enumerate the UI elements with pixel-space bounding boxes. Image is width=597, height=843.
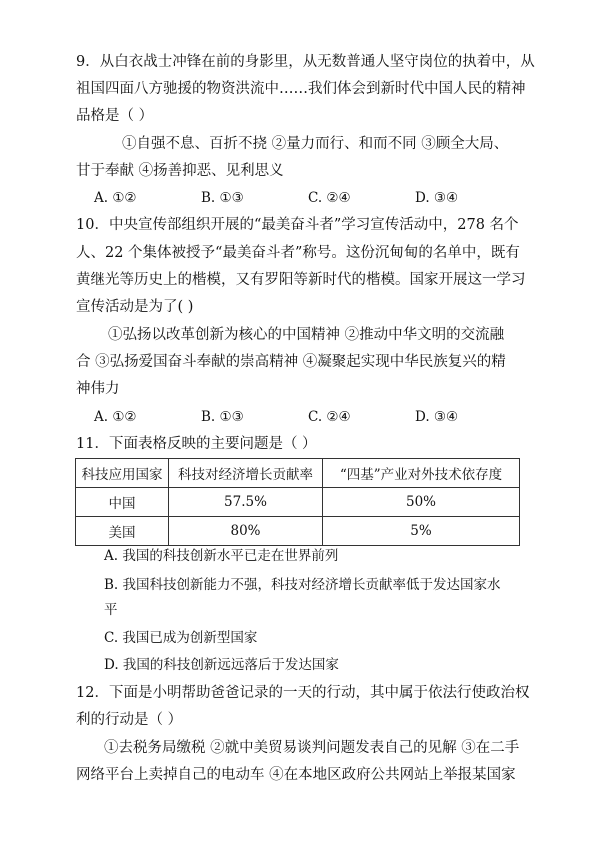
q11-choice-b-continued: 平 bbox=[104, 602, 118, 618]
table-cell: 57.5% bbox=[169, 488, 323, 517]
q11-choice-a[interactable]: A. 我国的科技创新水平已走在世界前列 bbox=[104, 548, 339, 564]
q10-option-b[interactable]: B. ①③ bbox=[201, 409, 244, 425]
table-cell: 50% bbox=[323, 488, 520, 517]
q11-choice-d[interactable]: D. 我国的科技创新远远落后于发达国家 bbox=[104, 657, 339, 673]
q9-option-c[interactable]: C. ②④ bbox=[308, 190, 351, 206]
q9-statements-line-2: 甘于奉献 ④扬善抑恶、见利思义 bbox=[76, 163, 284, 179]
q10-statements-line-2: 合 ③弘扬爱国奋斗奉献的崇高精神 ④凝聚起实现中华民族复兴的精 bbox=[76, 354, 506, 370]
q9-option-a[interactable]: A. ①② bbox=[94, 190, 137, 206]
q9-stem-line-2: 祖国四面八方驰援的物资洪流中……我们体会到新时代中国人民的精神 bbox=[76, 81, 526, 97]
table-cell: 80% bbox=[169, 517, 323, 546]
q9-stem-line-1: 9．从白衣战士冲锋在前的身影里，从无数普通人坚守岗位的执着中，从 bbox=[76, 54, 535, 70]
q9-option-b[interactable]: B. ①③ bbox=[201, 190, 244, 206]
table-cell: 美国 bbox=[76, 517, 169, 546]
q10-stem-line-3: 黄继光等历史上的楷模，又有罗阳等新时代的楷模。国家开展这一学习 bbox=[76, 272, 526, 288]
q9-options bbox=[94, 188, 522, 208]
q9-option-d[interactable]: D. ③④ bbox=[415, 190, 459, 206]
q11-choice-b[interactable]: B. 我国科技创新能力不强，科技对经济增长贡献率低于发达国家水 bbox=[104, 577, 501, 593]
table-header-row bbox=[76, 459, 520, 488]
q11-stem-line-1: 11．下面表格反映的主要问题是（ ） bbox=[76, 436, 317, 452]
q10-options bbox=[94, 407, 522, 427]
q10-stem-line-2: 人、22 个集体被授予“最美奋斗者”称号。这份沉甸甸的名单中，既有 bbox=[76, 245, 520, 261]
table-row bbox=[76, 488, 520, 517]
q10-statements-line-3: 神伟力 bbox=[76, 381, 120, 397]
table-row bbox=[76, 517, 520, 546]
q10-statements-line-1: ①弘扬以改革创新为核心的中国精神 ②推动中华文明的交流融 bbox=[108, 327, 505, 343]
q12-statements-line-2: 网络平台上卖掉自己的电动车 ④在本地区政府公共网站上举报某国家 bbox=[76, 767, 516, 783]
q11-data-table bbox=[75, 458, 520, 546]
q10-stem-line-4: 宣传活动是为了( ) bbox=[76, 299, 194, 315]
q9-stem-line-3: 品格是（ ） bbox=[76, 108, 154, 124]
q12-stem-line-1: 12．下面是小明帮助爸爸记录的一天的行动，其中属于依法行使政治权 bbox=[76, 685, 530, 701]
table-header-cell: 科技应用国家 bbox=[76, 459, 169, 488]
table-header-cell: “四基”产业对外技术依存度 bbox=[323, 459, 520, 488]
table-header-cell: 科技对经济增长贡献率 bbox=[169, 459, 323, 488]
q10-stem-line-1: 10．中央宣传部组织开展的“最美奋斗者”学习宣传活动中，278 名个 bbox=[76, 217, 519, 233]
table-cell: 5% bbox=[323, 517, 520, 546]
q12-statements-line-1: ①去税务局缴税 ②就中美贸易谈判问题发表自己的见解 ③在二手 bbox=[104, 740, 520, 756]
table-cell: 中国 bbox=[76, 488, 169, 517]
q10-option-d[interactable]: D. ③④ bbox=[415, 409, 459, 425]
q10-option-c[interactable]: C. ②④ bbox=[308, 409, 351, 425]
q12-stem-line-2: 利的行动是（ ） bbox=[76, 712, 183, 728]
q9-statements-line-1: ①自强不息、百折不挠 ②量力而行、和而不同 ③顾全大局、 bbox=[122, 136, 509, 152]
q10-option-a[interactable]: A. ①② bbox=[94, 409, 137, 425]
q11-choice-c[interactable]: C. 我国已成为创新型国家 bbox=[104, 630, 258, 646]
